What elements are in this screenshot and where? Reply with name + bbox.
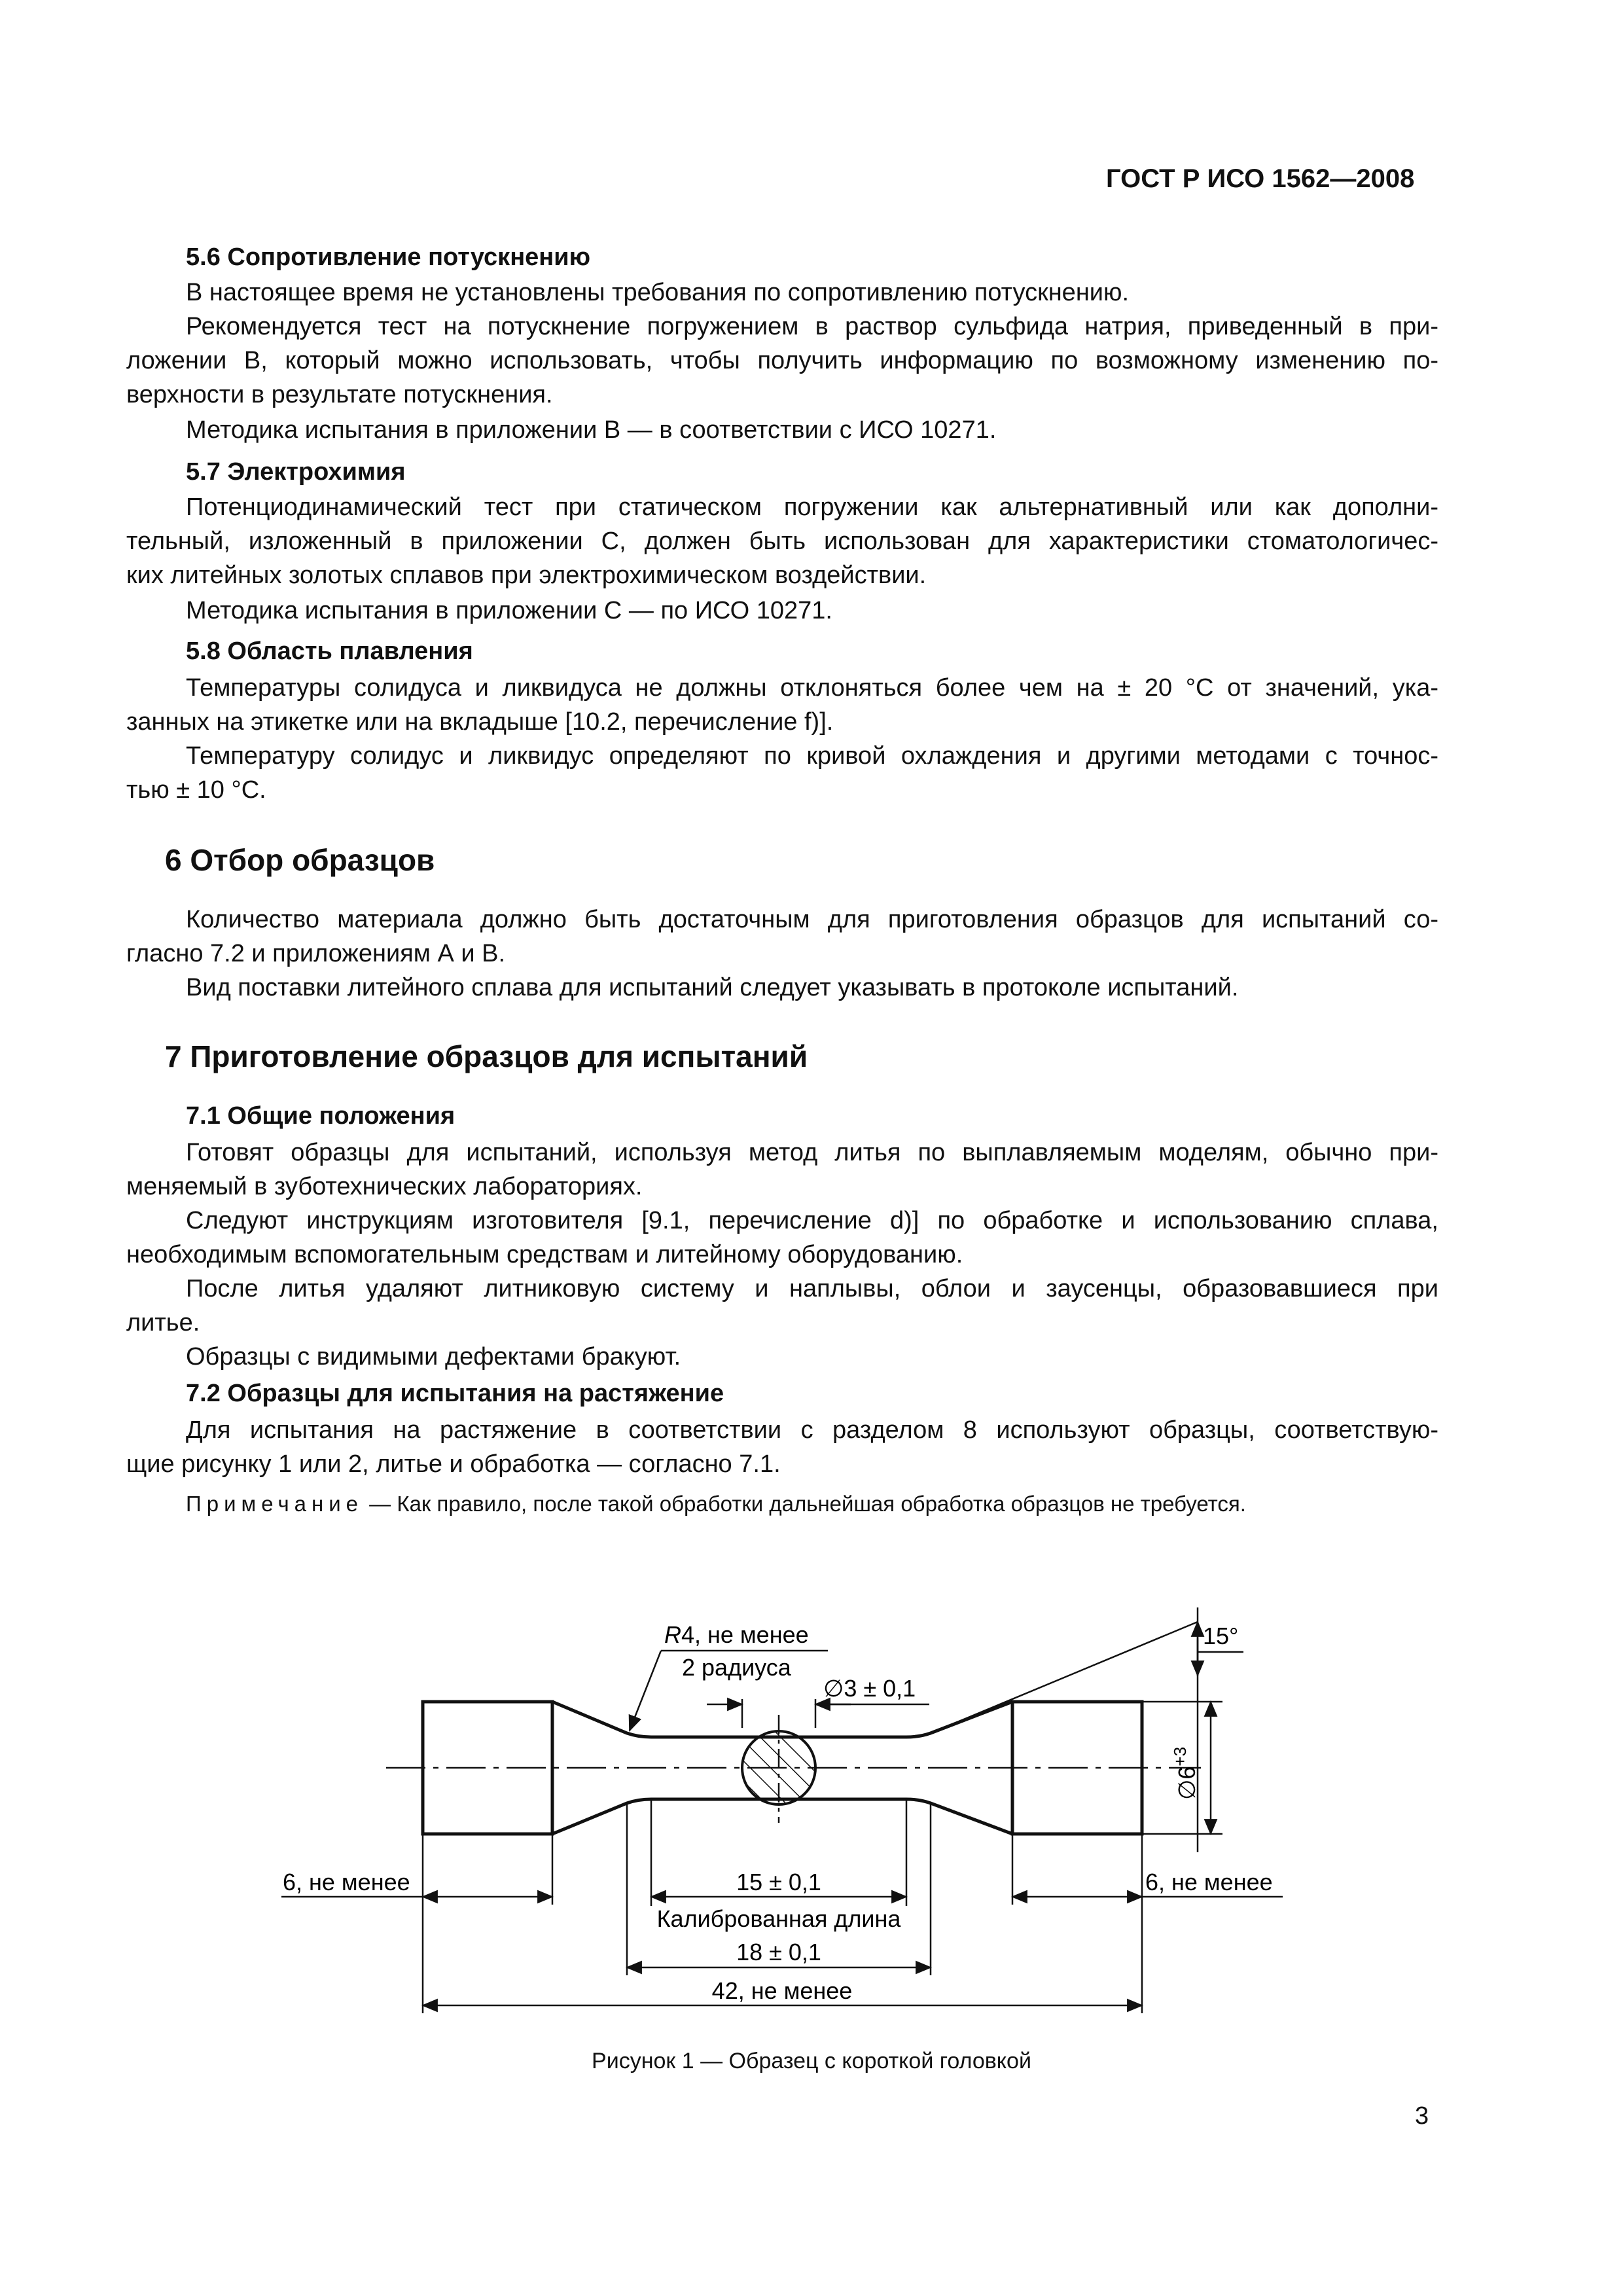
- paragraph-line: Количество материала должно быть достаточным для приготовления образцов для испытаний со-: [186, 906, 1438, 933]
- paragraph-line: необходимым вспомогательным средствам и литейному оборудованию.: [126, 1241, 963, 1268]
- label-r4: R4, не менее: [664, 1621, 809, 1648]
- label-d6: $\emptyset 6^{+3}$: [1170, 1746, 1200, 1800]
- paragraph-line: Следуют инструкциям изготовителя [9.1, перечисление d)] по обработке и использованию сплава,: [186, 1207, 1438, 1234]
- paragraph-line: литье.: [126, 1309, 200, 1336]
- paragraph-line: занных на этикетке или на вкладыше [10.2, перечисление f)].: [126, 708, 834, 736]
- section-5-6-title: 5.6 Сопротивление потускнению: [186, 243, 591, 271]
- label-6-left: 6, не менее: [283, 1869, 410, 1895]
- paragraph-line: После литья удаляют литниковую систему и наплывы, облои и заусенцы, образовавшиеся при: [186, 1275, 1438, 1302]
- paragraph: Вид поставки литейного сплава для испытаний следует указывать в протоколе испытаний.: [186, 974, 1239, 1001]
- document-code: ГОСТ Р ИСО 1562—2008: [1106, 164, 1415, 193]
- paragraph-line: Для испытания на растяжение в соответствии с разделом 8 используют образцы, соответствую-: [186, 1416, 1438, 1444]
- paragraph-line: Готовят образцы для испытаний, используя метод литья по выплавляемым моделям, обычно при-: [186, 1139, 1438, 1166]
- paragraph-line: Температуры солидуса и ликвидуса не должны отклоняться более чем на ± 20 °С от значений, ука-: [186, 674, 1438, 702]
- paragraph: Методика испытания в приложении В — в соответствии с ИСО 10271.: [186, 416, 997, 444]
- paragraph-line: ложении В, который можно использовать, чтобы получить информацию по возможному изменению по-: [126, 347, 1438, 374]
- label-d3: ∅3 ± 0,1: [823, 1675, 916, 1702]
- paragraph-line: верхности в результате потускнения.: [126, 381, 553, 408]
- paragraph: Методика испытания в приложении С — по ИСО 10271.: [186, 597, 832, 624]
- paragraph-line: тельный, изложенный в приложении С, должен быть использован для характеристики стоматологичес-: [126, 528, 1438, 555]
- note-text: — Как правило, после такой обработки дальнейшая обработка образцов не требуется.: [363, 1492, 1246, 1516]
- paragraph-line: меняемый в зуботехнических лабораториях.: [126, 1173, 643, 1200]
- paragraph-line: Потенциодинамический тест при статическом погружении как альтернативный или как дополни-: [186, 493, 1438, 521]
- section-7-title: 7 Приготовление образцов для испытаний: [165, 1039, 808, 1073]
- paragraph: Образцы с видимыми дефектами бракуют.: [186, 1343, 681, 1371]
- figure-caption: Рисунок 1 — Образец с короткой головкой: [592, 2049, 1031, 2073]
- paragraph: В настоящее время не установлены требования по сопротивлению потускнению.: [186, 279, 1130, 306]
- label-15: 15 ± 0,1: [736, 1869, 821, 1895]
- paragraph-line: гласно 7.2 и приложениям А и В.: [126, 940, 506, 967]
- label-angle-15: 15°: [1203, 1623, 1239, 1649]
- dim-angle: [931, 1607, 1243, 1852]
- label-2-radius: 2 радиуса: [682, 1654, 791, 1681]
- label-6-right: 6, не менее: [1145, 1869, 1273, 1895]
- section-6-title: 6 Отбор образцов: [165, 843, 435, 877]
- page-number: 3: [1415, 2102, 1429, 2130]
- section-5-7-title: 5.7 Электрохимия: [186, 458, 406, 486]
- note-label: Примечание: [186, 1492, 364, 1516]
- cross-section: [742, 1715, 815, 1823]
- dim-d3: [707, 1699, 929, 1728]
- label-gauge-length: Калиброванная длина: [656, 1905, 901, 1932]
- paragraph-line: ких литейных золотых сплавов при электрохимическом воздействии.: [126, 562, 927, 589]
- paragraph-line: Рекомендуется тест на потускнение погружением в раствор сульфида натрия, приведенный в при-: [186, 313, 1438, 340]
- paragraph-line: Температуру солидус и ликвидус определяют по кривой охлаждения и другими методами с точнос-: [186, 742, 1438, 770]
- paragraph-line: щие рисунку 1 или 2, литье и обработка — согласно 7.1.: [126, 1450, 781, 1478]
- section-7-2-title: 7.2 Образцы для испытания на растяжение: [186, 1380, 724, 1407]
- label-18: 18 ± 0,1: [736, 1939, 821, 1965]
- section-7-1-title: 7.1 Общие положения: [186, 1102, 455, 1130]
- section-5-8-title: 5.8 Область плавления: [186, 637, 473, 665]
- paragraph-line: тью ± 10 °С.: [126, 776, 266, 804]
- label-42: 42, не менее: [711, 1977, 853, 2004]
